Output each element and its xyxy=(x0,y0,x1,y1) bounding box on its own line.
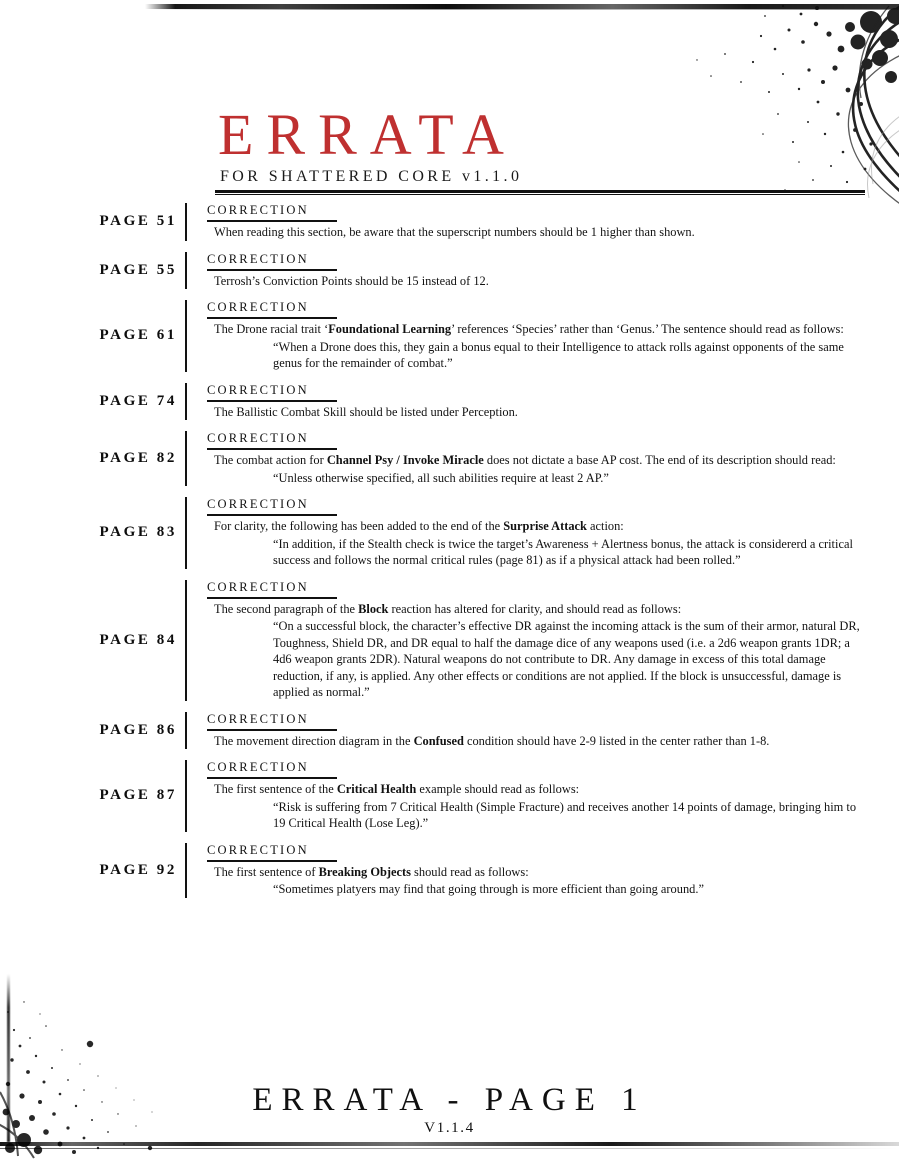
entry-divider xyxy=(185,580,187,701)
correction-heading: CORRECTION xyxy=(207,711,309,726)
entry-page-label: PAGE 55 xyxy=(99,261,177,278)
errata-entry xyxy=(0,580,899,701)
page-title: ERRATA xyxy=(218,102,517,167)
entry-body xyxy=(207,431,899,486)
correction-heading-underline xyxy=(207,597,337,599)
entry-body xyxy=(207,300,899,372)
correction-heading-underline xyxy=(207,448,337,450)
entry-divider xyxy=(185,252,187,290)
entry-divider xyxy=(185,760,187,832)
correction-heading: CORRECTION xyxy=(207,382,309,397)
entry-body xyxy=(207,383,899,421)
entry-quote: “When a Drone does this, they gain a bonus equal to their Intelligence to attack rolls against opponents of the same genus for the remainder of combat.” xyxy=(273,339,844,370)
correction-heading-underline xyxy=(207,269,337,271)
entry-divider xyxy=(185,712,187,750)
top-border-rule xyxy=(145,4,899,9)
entry-page-label: PAGE 83 xyxy=(99,524,177,541)
entry-description: For clarity, the following has been added to the end of the Surprise Attack action: xyxy=(214,519,624,533)
entry-description: When reading this section, be aware that the superscript numbers should be 1 higher than shown. xyxy=(214,225,695,239)
correction-heading: CORRECTION xyxy=(207,251,309,266)
errata-entry xyxy=(0,843,899,898)
correction-heading: CORRECTION xyxy=(207,300,309,314)
entry-body xyxy=(207,760,899,832)
errata-entry xyxy=(0,760,899,832)
errata-entry xyxy=(0,431,899,486)
entry-divider xyxy=(185,431,187,486)
entry-divider xyxy=(185,203,187,241)
errata-entry xyxy=(0,203,899,241)
entry-body xyxy=(207,843,899,898)
errata-entry xyxy=(0,712,899,750)
footer-title: ERRATA - PAGE 1 xyxy=(252,1082,647,1118)
entry-page-label: PAGE 84 xyxy=(99,631,177,648)
header-divider-thin xyxy=(215,194,865,195)
correction-heading-underline xyxy=(207,860,337,862)
correction-heading-underline xyxy=(207,317,337,319)
entry-quote: “Sometimes platyers may find that going through is more efficient than going around.” xyxy=(273,882,704,896)
page-subtitle: FOR SHATTERED CORE v1.1.0 xyxy=(220,168,523,185)
top-border-rule-thin xyxy=(150,9,899,10)
entry-divider xyxy=(185,300,187,372)
entry-divider xyxy=(185,843,187,898)
errata-entry xyxy=(0,383,899,421)
entry-body xyxy=(207,712,899,750)
correction-heading: CORRECTION xyxy=(207,497,309,511)
correction-heading-underline xyxy=(207,514,337,516)
entry-quote: “Unless otherwise specified, all such abilities require at least 2 AP.” xyxy=(273,470,609,485)
entry-quote: “In addition, if the Stealth check is twice the target’s Awareness + Alertness bonus, the attack is considererd a critical success and follows the normal critical rules (page 81) as if a physical attack had been rolled.” xyxy=(273,536,853,567)
correction-heading: CORRECTION xyxy=(207,203,309,217)
correction-heading: CORRECTION xyxy=(207,842,309,857)
entry-page-label: PAGE 92 xyxy=(99,861,177,878)
entry-description: The first sentence of Breaking Objects should read as follows: xyxy=(214,864,529,879)
errata-entry-list xyxy=(0,203,899,909)
correction-heading-underline xyxy=(207,777,337,779)
entry-page-label: PAGE 74 xyxy=(99,392,177,409)
errata-entry xyxy=(0,300,899,372)
document-header xyxy=(0,104,899,195)
entry-body xyxy=(207,580,899,701)
entry-page-label: PAGE 87 xyxy=(99,787,177,804)
entry-body xyxy=(207,497,899,569)
entry-page-label: PAGE 61 xyxy=(99,327,177,344)
entry-divider xyxy=(185,497,187,569)
entry-description: Terrosh’s Conviction Points should be 15 instead of 12. xyxy=(214,273,489,288)
entry-divider xyxy=(185,383,187,421)
header-divider xyxy=(215,190,865,193)
bottom-border-rule xyxy=(0,1142,899,1146)
entry-page-label: PAGE 51 xyxy=(99,213,177,230)
entry-body xyxy=(207,203,899,241)
correction-heading: CORRECTION xyxy=(207,579,309,594)
entry-page-label: PAGE 82 xyxy=(99,450,177,466)
entry-body xyxy=(207,252,899,290)
entry-quote: “On a successful block, the character’s effective DR against the incoming attack is the sum of their armor, natural DR, Toughness, Shield DR, and DR equal to half the damage dice of any weapons used (i.e. a 2d6 weapon grants 1DR; a 4d6 weapon grants 2DR). Natural weapons do not contribute to DR. Any damage in excess of this total damage reduction, if any, is applied. Any other effects or conditions are not applied. If the block is unsuccessful, damage is applied as normal.” xyxy=(273,619,860,699)
entry-description: The Ballistic Combat Skill should be listed under Perception. xyxy=(214,404,518,419)
correction-heading-underline xyxy=(207,220,337,222)
entry-description: The movement direction diagram in the Confused condition should have 2-9 listed in the center rather than 1-8. xyxy=(214,733,770,748)
entry-page-label: PAGE 86 xyxy=(99,721,177,738)
correction-heading: CORRECTION xyxy=(207,760,309,774)
entry-description: The combat action for Channel Psy / Invoke Miracle does not dictate a base AP cost. The end of its description should read: xyxy=(214,453,836,467)
correction-heading-underline xyxy=(207,400,337,402)
document-footer xyxy=(0,1081,899,1138)
errata-entry xyxy=(0,252,899,290)
entry-quote: “Risk is suffering from 7 Critical Health (Simple Fracture) and receives another 14 points of damage, bringing him to 19 Critical Health (Lose Leg).” xyxy=(273,799,857,830)
errata-entry xyxy=(0,497,899,569)
correction-heading-underline xyxy=(207,729,337,731)
entry-description: The second paragraph of the Block reaction has altered for clarity, and should read as follows: xyxy=(214,601,682,616)
entry-description: The first sentence of the Critical Health example should read as follows: xyxy=(214,782,580,796)
correction-heading: CORRECTION xyxy=(207,431,309,445)
entry-description: The Drone racial trait ‘Foundational Learning’ references ‘Species’ rather than ‘Genus.’ The sentence should read as follows: xyxy=(214,322,844,336)
bottom-border-rule-thin xyxy=(0,1148,899,1149)
footer-version: V1.1.4 xyxy=(424,1120,475,1136)
